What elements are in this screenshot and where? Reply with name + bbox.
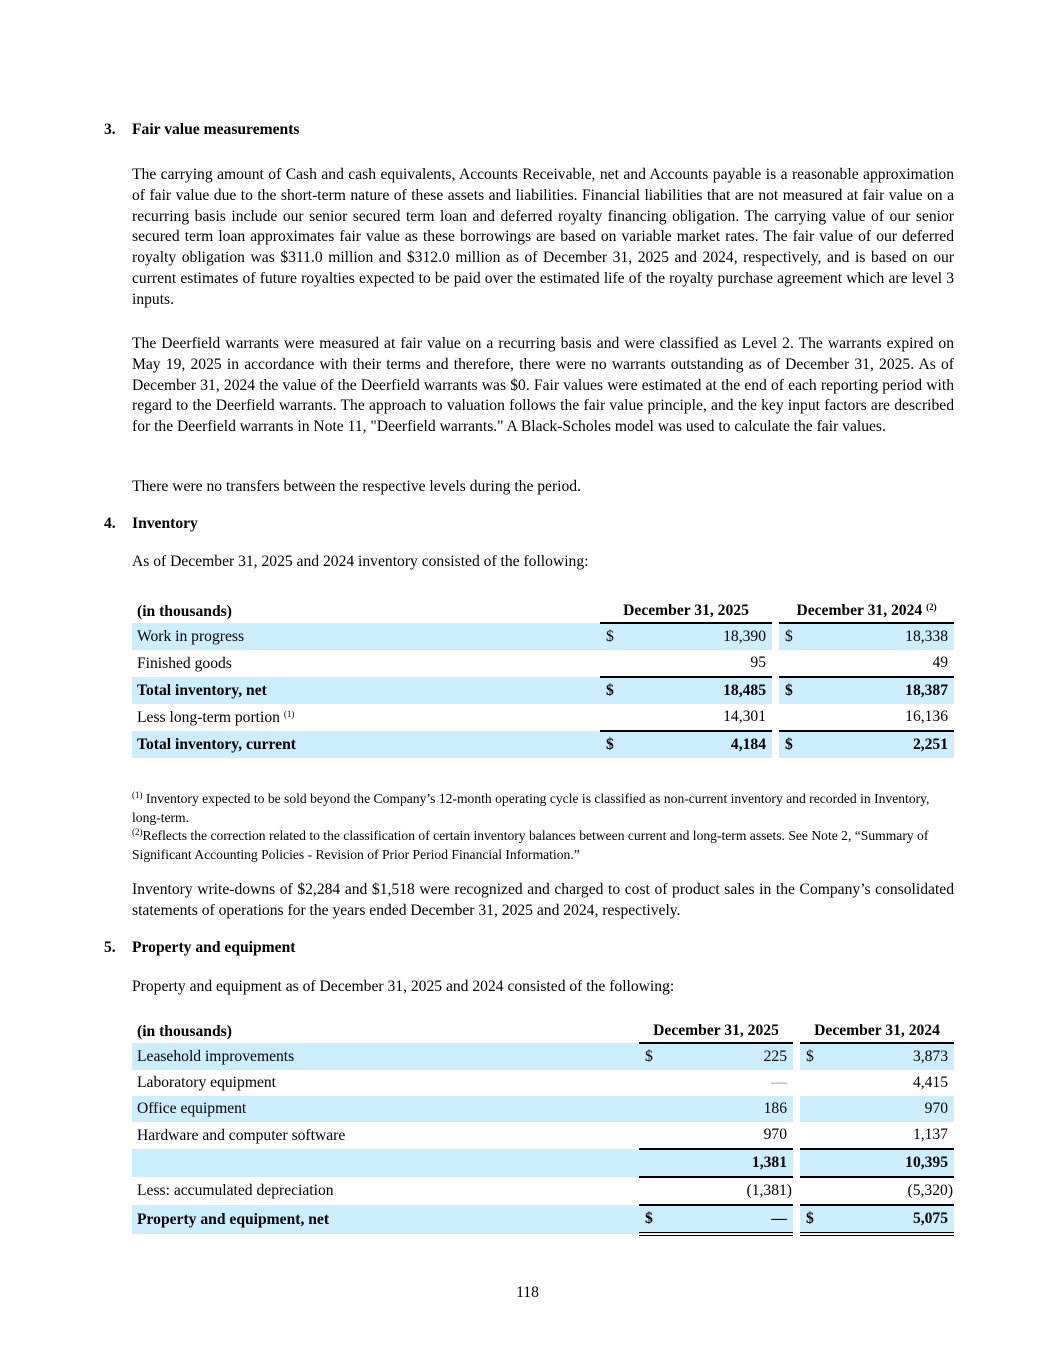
inventory-intro: As of December 31, 2025 and 2024 inventory consisted of the following:: [132, 553, 589, 570]
section-number: 4.: [104, 515, 116, 532]
value-2025: 18,390: [620, 623, 772, 650]
footnote-1: [132, 789, 954, 827]
table-row: [132, 1177, 954, 1205]
table-row-subtotal: [132, 1149, 954, 1177]
property-equipment-table: [132, 1020, 954, 1236]
section-4-heading: [104, 515, 504, 535]
table-row: [132, 650, 954, 677]
currency-symbol: $: [779, 731, 799, 758]
currency-symbol: [800, 1122, 820, 1149]
table-header-row: [132, 600, 954, 623]
table-row: [132, 1122, 954, 1149]
table-row: [132, 704, 954, 731]
value-2025: 4,184: [620, 731, 772, 758]
table-row-total: [132, 1205, 954, 1234]
value-2025: 970: [763, 1126, 788, 1143]
fair-value-paragraph-3: There were no transfers between the respective levels during the period.: [132, 478, 581, 495]
inventory-writedown-paragraph: Inventory write-downs of $2,284 and $1,518 were recognized and charged to cost of product sales in the Company’s consolidated statements of operations for the years ended December 31, 2025 and 2024, respectively.: [132, 881, 954, 919]
row-label: Work in progress: [132, 623, 600, 650]
section-3-heading: [104, 121, 504, 141]
row-label: Leasehold improvements: [132, 1043, 639, 1070]
section-5-heading: [104, 939, 504, 959]
value-2025: (1,381): [659, 1177, 793, 1205]
value-2025: 14,301: [723, 708, 767, 725]
row-label: Total inventory, current: [132, 731, 600, 758]
unit-label: (in thousands): [137, 1022, 232, 1040]
row-label: Less long-term portion $^{(1)}$: [137, 708, 295, 726]
currency-symbol: $: [779, 677, 799, 704]
value-2024: 4,415: [912, 1074, 949, 1091]
fair-value-paragraph-2: The Deerfield warrants were measured at fair value on a recurring basis and were classified as Level 2. The warrants expired on May 19, 2025 in accordance with their terms and therefore, there were no warrants outstanding as of December 31, 2025. As of December 31, 2024 the value of the Deerfield warrants was $0. Fair values were estimated at the end of each reporting period with regard to the Deerfield warrants. The approach to valuation follows the fair value principle, and the key input factors are described for the Deerfield warrants in Note 11, "Deerfield warrants." A Black-Scholes model was used to calculate the fair values.: [132, 335, 954, 436]
property-intro: Property and equipment as of December 31, 2025 and 2024 consisted of the following:: [132, 978, 675, 995]
row-label: Less: accumulated depreciation: [137, 1182, 334, 1199]
section-number: 3.: [104, 121, 116, 138]
value-2024: 16,136: [905, 708, 949, 725]
currency-symbol: $: [600, 731, 620, 758]
currency-symbol: [639, 1096, 659, 1122]
currency-symbol: [800, 1070, 820, 1096]
currency-symbol: [639, 1122, 659, 1149]
currency-symbol: [779, 704, 799, 731]
currency-symbol: $: [800, 1205, 820, 1234]
value-2024: 49: [932, 654, 949, 671]
value-2025: —: [771, 1074, 788, 1091]
row-label: Total inventory, net: [132, 677, 600, 704]
currency-symbol: [800, 1096, 820, 1122]
footnote-text: Inventory expected to be sold beyond the Company’s 12-month operating cycle is classified as non-current inventory and recorded in Inventory, long-term.: [132, 791, 930, 825]
column-header-2025: December 31, 2025: [623, 602, 749, 619]
currency-symbol: $: [779, 623, 799, 650]
value-2024: 18,338: [799, 623, 954, 650]
currency-symbol: [639, 1177, 659, 1205]
unit-label: (in thousands): [137, 602, 232, 620]
row-label: Finished goods: [137, 654, 232, 672]
currency-symbol: $: [600, 677, 620, 704]
footnote-text: Reflects the correction related to the classification of certain inventory balances between current and long-term assets. See Note 2, “Summary of Significant Accounting Policies - Revision of Prior Period Financial Information.”: [132, 828, 929, 862]
currency-symbol: $: [800, 1043, 820, 1070]
table-row: [132, 731, 954, 758]
currency-symbol: [639, 1070, 659, 1096]
column-header-2024: December 31, 2024: [814, 1022, 940, 1039]
currency-symbol: [779, 650, 799, 677]
section-title: Inventory: [132, 515, 198, 532]
row-label: [132, 1149, 639, 1177]
value-2025: 225: [659, 1043, 793, 1070]
value-2024: 1,137: [912, 1126, 949, 1143]
column-header-2025: December 31, 2025: [653, 1022, 779, 1039]
value-2025: 1,381: [659, 1149, 793, 1177]
section-number: 5.: [104, 939, 116, 956]
value-2024: 2,251: [799, 731, 954, 758]
row-label: Hardware and computer software: [137, 1126, 346, 1144]
table-row: [132, 1096, 954, 1122]
footnote-mark: (1): [132, 790, 143, 800]
value-2024: 5,075: [820, 1205, 954, 1234]
page-number: 118: [516, 1284, 539, 1301]
section-title: Fair value measurements: [132, 121, 300, 138]
currency-symbol: [800, 1177, 820, 1205]
value-2025: —: [659, 1205, 793, 1234]
row-label: Laboratory equipment: [137, 1074, 276, 1091]
currency-symbol: [600, 650, 620, 677]
value-2024: 970: [820, 1096, 954, 1122]
value-2024: 3,873: [820, 1043, 954, 1070]
currency-symbol: $: [639, 1043, 659, 1070]
currency-symbol: $: [639, 1205, 659, 1234]
value-2025: 186: [659, 1096, 793, 1122]
section-title: Property and equipment: [132, 939, 296, 956]
fair-value-paragraph-1: The carrying amount of Cash and cash equivalents, Accounts Receivable, net and Accounts payable is a reasonable approximation of fair value due to the short-term nature of these assets and liabilities. Financial liabilities that are not measured at fair value on a recurring basis include our senior secured term loan and deferred royalty financing obligation. The carrying value of our senior secured term loan approximates fair value as these borrowings are based on variable market rates. The fair value of our deferred royalty obligation was $311.0 million and $312.0 million as of December 31, 2025 and 2024, respectively, and is based on our current estimates of future royalties expected to be paid over the estimated life of the royalty purchase agreement which are level 3 inputs.: [132, 166, 954, 308]
inventory-table: [132, 600, 954, 758]
value-2025: 95: [750, 654, 767, 671]
table-header-row: [132, 1020, 954, 1043]
table-row: [132, 623, 954, 650]
currency-symbol: [639, 1149, 659, 1177]
table-row: [132, 677, 954, 704]
table-row: [132, 1070, 954, 1096]
row-label: Office equipment: [132, 1096, 639, 1122]
value-2024: 10,395: [820, 1149, 954, 1177]
currency-symbol: [600, 704, 620, 731]
row-label: Property and equipment, net: [132, 1205, 639, 1234]
footnote-2: [132, 826, 954, 864]
value-2024: 18,387: [799, 677, 954, 704]
currency-symbol: $: [600, 623, 620, 650]
value-2024: (5,320): [820, 1177, 954, 1205]
currency-symbol: [800, 1149, 820, 1177]
table-row: [132, 1043, 954, 1070]
column-header-2024: December 31, 2024 $^{(2)}$: [796, 602, 937, 619]
value-2025: 18,485: [620, 677, 772, 704]
footnote-mark: (2): [132, 827, 143, 837]
